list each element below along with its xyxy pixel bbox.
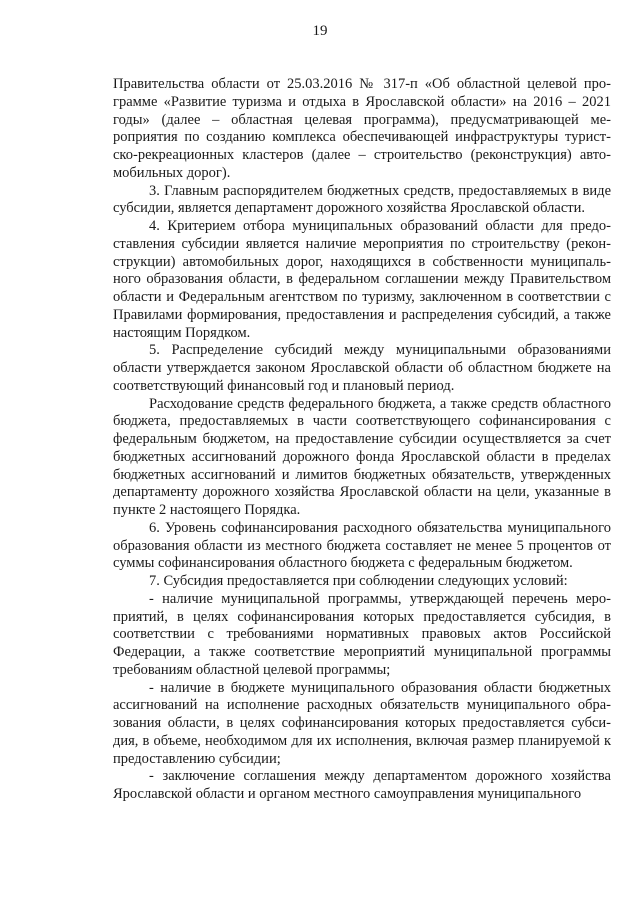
condition-agreement: - заключение соглашения между департаментом дорожного хозяйства Ярославской области и органом местного самоуправления муниципального [113, 768, 611, 802]
paragraph-continuation: Правительства области от 25.03.2016 № 317-п «Об областной целевой программе «Развитие туризма и отдыха в Ярославской области» на 2016 – 2021 годы» (далее – областная целевая программа), предусматривающей мероприятия по созданию комплекса обеспечивающей инфраструктуры туристско-рекреационных кластеров (далее – строительство (реконструкция) автомобильных дорог). [113, 76, 611, 181]
paragraph-item-3: 3. Главным распорядителем бюджетных средств, предоставляемых в виде субсидии, является департамент дорожного хозяйства Ярославской области. [113, 182, 611, 217]
condition-budget-allocations: - наличие в бюджете муниципального образования области бюджетных ассигнований на исполнение расходных обязательств муниципального образования области, в целях софинансирования которых предоставляется субсидия, в объеме, необходимом для их исполнения, включая размер планируемой к предоставлению субсидии; [113, 679, 611, 767]
paragraph-item-4: 4. Критерием отбора муниципальных образований области для предоставления субсидии является наличие мероприятия по строительству (реконструкции) автомобильных дорог, находящихся в собственности муниципального образования области, в федеральном соглашении между Правительством области и Федеральным агентством по туризму, заключенном в соответствии с Правилами формирования, предоставления и распределения субсидий, а также настоящим Порядком. [113, 218, 611, 341]
paragraph-item-5: 5. Распределение субсидий между муниципальными образованиями области утверждается законом Ярославской области об областном бюджете на соответствующий финансовый год и плановый период. [113, 342, 611, 394]
paragraph-item-6: 6. Уровень софинансирования расходного обязательства муниципального образования области из местного бюджета составляет не менее 5 процентов от суммы софинансирования областного бюджета с федеральным бюджетом. [113, 519, 611, 572]
document-body [113, 76, 611, 804]
paragraph-item-7: 7. Субсидия предоставляется при соблюдении следующих условий: [149, 573, 568, 589]
page-number: 19 [312, 23, 328, 39]
paragraph-item-5-funding: Расходование средств федерального бюджета, а также средств областного бюджета, предоставляемых в части соответствующего софинансирования с федеральным бюджетом, на предоставление субсидии осуществляется за счет бюджетных ассигнований дорожного фонда Ярославской области в пределах бюджетных ассигнований и лимитов бюджетных обязательств, утвержденных департаменту дорожного хозяйства Ярославской области на цели, указанные в пункте 2 настоящего Порядка. [113, 395, 611, 518]
condition-municipal-program: - наличие муниципальной программы, утверждающей перечень мероприятий, в целях софинансирования которых предоставляется субсидия, в соответствии с требованиями нормативных правовых актов Российской Федерации, а также соответствие мероприятий муниципальной программы требованиям областной целевой программы; [113, 590, 611, 678]
